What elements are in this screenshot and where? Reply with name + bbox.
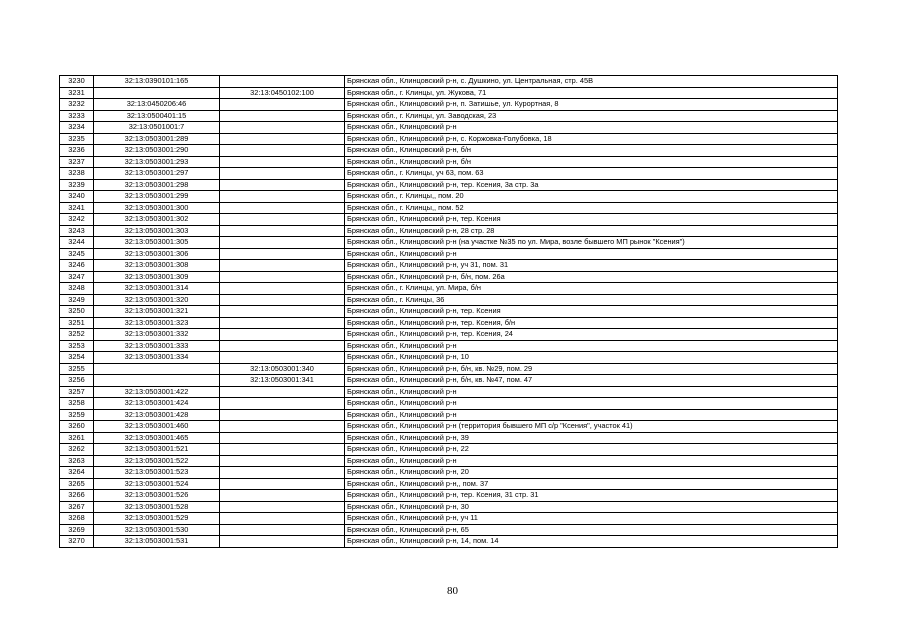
cadastral-number-cell: 32:13:0503001:523 xyxy=(94,467,220,479)
cadastral-number-cell: 32:13:0503001:321 xyxy=(94,306,220,318)
cadastral-number-cell: 32:13:0503001:323 xyxy=(94,317,220,329)
address-cell: Брянская обл., Клинцовский р-н, тер. Ксения, 3а стр. 3а xyxy=(345,179,838,191)
table-row xyxy=(60,271,838,283)
cadastral-number-cell: 32:13:0501001:7 xyxy=(94,122,220,134)
table-row xyxy=(60,524,838,536)
related-cadastral-number-cell xyxy=(220,225,345,237)
related-cadastral-number-cell xyxy=(220,352,345,364)
row-number-cell: 3242 xyxy=(60,214,94,226)
cadastral-number-cell: 32:13:0503001:293 xyxy=(94,156,220,168)
cadastral-number-cell: 32:13:0503001:302 xyxy=(94,214,220,226)
address-cell: Брянская обл., Клинцовский р-н, 22 xyxy=(345,444,838,456)
cadastral-number-cell: 32:13:0503001:424 xyxy=(94,398,220,410)
related-cadastral-number-cell xyxy=(220,202,345,214)
cadastral-number-cell: 32:13:0450206:46 xyxy=(94,99,220,111)
row-number-cell: 3247 xyxy=(60,271,94,283)
row-number-cell: 3269 xyxy=(60,524,94,536)
row-number-cell: 3246 xyxy=(60,260,94,272)
cadastral-number-cell: 32:13:0503001:299 xyxy=(94,191,220,203)
table-row xyxy=(60,202,838,214)
address-cell: Брянская обл., Клинцовский р-н, 28 стр. 28 xyxy=(345,225,838,237)
address-cell: Брянская обл., Клинцовский р-н, тер. Ксения xyxy=(345,214,838,226)
table-row xyxy=(60,237,838,249)
row-number-cell: 3267 xyxy=(60,501,94,513)
row-number-cell: 3251 xyxy=(60,317,94,329)
address-cell: Брянская обл., Клинцовский р-н, 20 xyxy=(345,467,838,479)
related-cadastral-number-cell xyxy=(220,237,345,249)
address-cell: Брянская обл., г. Клинцы, ул. Заводская, 23 xyxy=(345,110,838,122)
table-row xyxy=(60,260,838,272)
address-cell: Брянская обл., г. Клинцы,, пом. 20 xyxy=(345,191,838,203)
related-cadastral-number-cell xyxy=(220,432,345,444)
cadastral-number-cell: 32:13:0503001:465 xyxy=(94,432,220,444)
cadastral-number-cell: 32:13:0503001:306 xyxy=(94,248,220,260)
address-cell: Брянская обл., Клинцовский р-н, уч 11 xyxy=(345,513,838,525)
address-cell: Брянская обл., Клинцовский р-н, 10 xyxy=(345,352,838,364)
cadastral-number-cell: 32:13:0503001:305 xyxy=(94,237,220,249)
row-number-cell: 3257 xyxy=(60,386,94,398)
row-number-cell: 3266 xyxy=(60,490,94,502)
related-cadastral-number-cell xyxy=(220,179,345,191)
related-cadastral-number-cell xyxy=(220,133,345,145)
related-cadastral-number-cell xyxy=(220,409,345,421)
table-row xyxy=(60,145,838,157)
address-cell: Брянская обл., Клинцовский р-н, с. Коржовка-Голубовка, 18 xyxy=(345,133,838,145)
related-cadastral-number-cell xyxy=(220,271,345,283)
address-cell: Брянская обл., Клинцовский р-н, 65 xyxy=(345,524,838,536)
row-number-cell: 3261 xyxy=(60,432,94,444)
table-row xyxy=(60,191,838,203)
related-cadastral-number-cell xyxy=(220,168,345,180)
related-cadastral-number-cell xyxy=(220,340,345,352)
cadastral-number-cell: 32:13:0503001:524 xyxy=(94,478,220,490)
related-cadastral-number-cell xyxy=(220,398,345,410)
row-number-cell: 3270 xyxy=(60,536,94,548)
related-cadastral-number-cell: 32:13:0450102:100 xyxy=(220,87,345,99)
address-cell: Брянская обл., Клинцовский р-н xyxy=(345,398,838,410)
row-number-cell: 3268 xyxy=(60,513,94,525)
related-cadastral-number-cell xyxy=(220,306,345,318)
row-number-cell: 3244 xyxy=(60,237,94,249)
table-row xyxy=(60,409,838,421)
related-cadastral-number-cell xyxy=(220,467,345,479)
registry-table-body xyxy=(60,76,838,548)
address-cell: Брянская обл., Клинцовский р-н, б/н, кв. №47, пом. 47 xyxy=(345,375,838,387)
address-cell: Брянская обл., Клинцовский р-н, тер. Ксения, б/н xyxy=(345,317,838,329)
address-cell: Брянская обл., Клинцовский р-н, с. Душкино, ул. Центральная, стр. 45В xyxy=(345,76,838,88)
cadastral-number-cell: 32:13:0503001:298 xyxy=(94,179,220,191)
table-row xyxy=(60,214,838,226)
row-number-cell: 3250 xyxy=(60,306,94,318)
related-cadastral-number-cell xyxy=(220,99,345,111)
row-number-cell: 3262 xyxy=(60,444,94,456)
related-cadastral-number-cell xyxy=(220,421,345,433)
cadastral-number-cell: 32:13:0500401:15 xyxy=(94,110,220,122)
table-row xyxy=(60,306,838,318)
related-cadastral-number-cell xyxy=(220,76,345,88)
table-row xyxy=(60,432,838,444)
row-number-cell: 3240 xyxy=(60,191,94,203)
table-row xyxy=(60,248,838,260)
address-cell: Брянская обл., Клинцовский р-н,, пом. 37 xyxy=(345,478,838,490)
cadastral-number-cell: 32:13:0503001:309 xyxy=(94,271,220,283)
related-cadastral-number-cell xyxy=(220,455,345,467)
cadastral-number-cell: 32:13:0503001:460 xyxy=(94,421,220,433)
row-number-cell: 3252 xyxy=(60,329,94,341)
address-cell: Брянская обл., Клинцовский р-н xyxy=(345,386,838,398)
table-row xyxy=(60,329,838,341)
table-row xyxy=(60,478,838,490)
row-number-cell: 3233 xyxy=(60,110,94,122)
related-cadastral-number-cell xyxy=(220,283,345,295)
table-row xyxy=(60,225,838,237)
address-cell: Брянская обл., Клинцовский р-н, б/н, пом. 26а xyxy=(345,271,838,283)
row-number-cell: 3248 xyxy=(60,283,94,295)
address-cell: Брянская обл., Клинцовский р-н xyxy=(345,409,838,421)
related-cadastral-number-cell xyxy=(220,260,345,272)
row-number-cell: 3235 xyxy=(60,133,94,145)
related-cadastral-number-cell xyxy=(220,317,345,329)
table-row xyxy=(60,122,838,134)
row-number-cell: 3245 xyxy=(60,248,94,260)
table-row xyxy=(60,283,838,295)
related-cadastral-number-cell: 32:13:0503001:340 xyxy=(220,363,345,375)
address-cell: Брянская обл., Клинцовский р-н, 14, пом. 14 xyxy=(345,536,838,548)
address-cell: Брянская обл., Клинцовский р-н, б/н xyxy=(345,145,838,157)
related-cadastral-number-cell xyxy=(220,536,345,548)
cadastral-number-cell: 32:13:0503001:314 xyxy=(94,283,220,295)
table-row xyxy=(60,352,838,364)
related-cadastral-number-cell xyxy=(220,524,345,536)
table-row xyxy=(60,490,838,502)
cadastral-number-cell: 32:13:0503001:303 xyxy=(94,225,220,237)
row-number-cell: 3231 xyxy=(60,87,94,99)
cadastral-number-cell: 32:13:0503001:522 xyxy=(94,455,220,467)
table-row xyxy=(60,536,838,548)
related-cadastral-number-cell xyxy=(220,214,345,226)
table-row xyxy=(60,168,838,180)
address-cell: Брянская обл., Клинцовский р-н, п. Затишье, ул. Курортная, 8 xyxy=(345,99,838,111)
cadastral-number-cell: 32:13:0503001:334 xyxy=(94,352,220,364)
related-cadastral-number-cell xyxy=(220,145,345,157)
table-row xyxy=(60,513,838,525)
row-number-cell: 3249 xyxy=(60,294,94,306)
row-number-cell: 3239 xyxy=(60,179,94,191)
table-row xyxy=(60,501,838,513)
cadastral-number-cell: 32:13:0503001:297 xyxy=(94,168,220,180)
address-cell: Брянская обл., Клинцовский р-н, б/н xyxy=(345,156,838,168)
row-number-cell: 3232 xyxy=(60,99,94,111)
table-row xyxy=(60,455,838,467)
cadastral-number-cell: 32:13:0503001:521 xyxy=(94,444,220,456)
row-number-cell: 3263 xyxy=(60,455,94,467)
row-number-cell: 3236 xyxy=(60,145,94,157)
cadastral-number-cell: 32:13:0503001:320 xyxy=(94,294,220,306)
cadastral-number-cell: 32:13:0503001:531 xyxy=(94,536,220,548)
address-cell: Брянская обл., г. Клинцы, ул. Мира, б/н xyxy=(345,283,838,295)
table-row xyxy=(60,363,838,375)
table-row xyxy=(60,294,838,306)
related-cadastral-number-cell xyxy=(220,444,345,456)
registry-table xyxy=(59,75,838,548)
cadastral-number-cell: 32:13:0503001:526 xyxy=(94,490,220,502)
row-number-cell: 3258 xyxy=(60,398,94,410)
table-row xyxy=(60,133,838,145)
address-cell: Брянская обл., г. Клинцы, уч 63, пом. 63 xyxy=(345,168,838,180)
table-row xyxy=(60,76,838,88)
related-cadastral-number-cell xyxy=(220,294,345,306)
related-cadastral-number-cell xyxy=(220,110,345,122)
cadastral-number-cell: 32:13:0503001:300 xyxy=(94,202,220,214)
cadastral-number-cell: 32:13:0503001:422 xyxy=(94,386,220,398)
cadastral-number-cell xyxy=(94,363,220,375)
address-cell: Брянская обл., Клинцовский р-н (территория бывшего МП с/р "Ксения", участок 41) xyxy=(345,421,838,433)
cadastral-number-cell xyxy=(94,87,220,99)
row-number-cell: 3259 xyxy=(60,409,94,421)
row-number-cell: 3230 xyxy=(60,76,94,88)
address-cell: Брянская обл., Клинцовский р-н, тер. Ксения xyxy=(345,306,838,318)
cadastral-number-cell: 32:13:0503001:289 xyxy=(94,133,220,145)
related-cadastral-number-cell xyxy=(220,248,345,260)
address-cell: Брянская обл., Клинцовский р-н xyxy=(345,340,838,352)
address-cell: Брянская обл., Клинцовский р-н, 39 xyxy=(345,432,838,444)
cadastral-number-cell xyxy=(94,375,220,387)
related-cadastral-number-cell: 32:13:0503001:341 xyxy=(220,375,345,387)
table-row xyxy=(60,110,838,122)
cadastral-number-cell: 32:13:0503001:333 xyxy=(94,340,220,352)
table-row xyxy=(60,444,838,456)
row-number-cell: 3238 xyxy=(60,168,94,180)
cadastral-number-cell: 32:13:0503001:332 xyxy=(94,329,220,341)
table-row xyxy=(60,421,838,433)
table-row xyxy=(60,386,838,398)
address-cell: Брянская обл., Клинцовский р-н xyxy=(345,122,838,134)
table-row xyxy=(60,317,838,329)
address-cell: Брянская обл., г. Клинцы, ул. Жукова, 71 xyxy=(345,87,838,99)
table-row xyxy=(60,398,838,410)
cadastral-number-cell: 32:13:0503001:308 xyxy=(94,260,220,272)
row-number-cell: 3237 xyxy=(60,156,94,168)
row-number-cell: 3256 xyxy=(60,375,94,387)
cadastral-number-cell: 32:13:0503001:290 xyxy=(94,145,220,157)
address-cell: Брянская обл., Клинцовский р-н xyxy=(345,455,838,467)
row-number-cell: 3254 xyxy=(60,352,94,364)
related-cadastral-number-cell xyxy=(220,122,345,134)
address-cell: Брянская обл., Клинцовский р-н, тер. Ксения, 31 стр. 31 xyxy=(345,490,838,502)
address-cell: Брянская обл., Клинцовский р-н xyxy=(345,248,838,260)
row-number-cell: 3265 xyxy=(60,478,94,490)
address-cell: Брянская обл., Клинцовский р-н, 30 xyxy=(345,501,838,513)
address-cell: Брянская обл., Клинцовский р-н, тер. Ксения, 24 xyxy=(345,329,838,341)
related-cadastral-number-cell xyxy=(220,501,345,513)
address-cell: Брянская обл., Клинцовский р-н, уч 31, пом. 31 xyxy=(345,260,838,272)
cadastral-number-cell: 32:13:0390101:165 xyxy=(94,76,220,88)
row-number-cell: 3255 xyxy=(60,363,94,375)
row-number-cell: 3253 xyxy=(60,340,94,352)
address-cell: Брянская обл., г. Клинцы,, пом. 52 xyxy=(345,202,838,214)
row-number-cell: 3243 xyxy=(60,225,94,237)
related-cadastral-number-cell xyxy=(220,386,345,398)
address-cell: Брянская обл., Клинцовский р-н, б/н, кв. №29, пом. 29 xyxy=(345,363,838,375)
table-row xyxy=(60,156,838,168)
table-row xyxy=(60,99,838,111)
related-cadastral-number-cell xyxy=(220,513,345,525)
related-cadastral-number-cell xyxy=(220,156,345,168)
table-row xyxy=(60,375,838,387)
table-row xyxy=(60,87,838,99)
cadastral-number-cell: 32:13:0503001:528 xyxy=(94,501,220,513)
table-row xyxy=(60,467,838,479)
cadastral-number-cell: 32:13:0503001:530 xyxy=(94,524,220,536)
row-number-cell: 3241 xyxy=(60,202,94,214)
cadastral-number-cell: 32:13:0503001:529 xyxy=(94,513,220,525)
page-number: 80 xyxy=(447,585,458,597)
row-number-cell: 3234 xyxy=(60,122,94,134)
row-number-cell: 3264 xyxy=(60,467,94,479)
table-row xyxy=(60,340,838,352)
table-row xyxy=(60,179,838,191)
related-cadastral-number-cell xyxy=(220,490,345,502)
address-cell: Брянская обл., Клинцовский р-н (на участке №35 по ул. Мира, возле бывшего МП рынок "Ксения") xyxy=(345,237,838,249)
related-cadastral-number-cell xyxy=(220,329,345,341)
address-cell: Брянская обл., г. Клинцы, 36 xyxy=(345,294,838,306)
related-cadastral-number-cell xyxy=(220,478,345,490)
row-number-cell: 3260 xyxy=(60,421,94,433)
cadastral-number-cell: 32:13:0503001:428 xyxy=(94,409,220,421)
related-cadastral-number-cell xyxy=(220,191,345,203)
